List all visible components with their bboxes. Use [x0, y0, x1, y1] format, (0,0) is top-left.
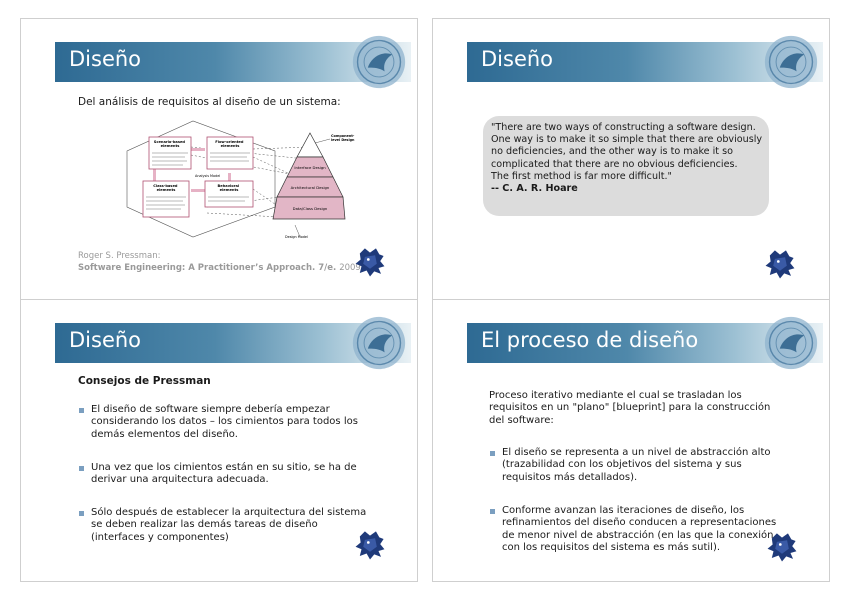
- quote-author: -- C. A. R. Hoare: [491, 183, 578, 195]
- diagram-box-scenario-1: Scenario-based: [153, 140, 185, 144]
- bullet-line: con los requisitos del sistema es más sutil).: [502, 541, 721, 553]
- slide-3-title: Diseño: [69, 328, 142, 352]
- design-pyramid: [273, 133, 345, 219]
- bullet-line: refinamientos del diseño conducen a representaciones: [502, 517, 777, 529]
- quote-line-4: complicated that there are no obvious deficiencies.: [491, 158, 738, 170]
- slide-3-bullet-list: [78, 404, 358, 441]
- slide-3-bullet-list: [78, 462, 357, 487]
- intro-line: requisitos en un "plano" [blueprint] para la construcción: [489, 402, 771, 414]
- analysis-design-diagram: [125, 119, 355, 239]
- bullet-line: derivar una arquitectura adecuada.: [91, 474, 269, 486]
- svg-text:Component- level Design: [331, 134, 355, 142]
- bullet-line: Sólo después de establecer la arquitectura del sistema: [91, 507, 367, 518]
- bullet-line: se deben realizar las demás tareas de diseño: [91, 519, 318, 531]
- label-design-model: Design Model: [285, 235, 308, 239]
- label-component-1: Component-: [331, 134, 355, 138]
- slide-3: [20, 299, 418, 582]
- mascot-icon: [353, 528, 387, 562]
- box-scenario: [149, 137, 191, 169]
- credit-year: 2009: [339, 263, 361, 273]
- diagram-box-flow-2: elements: [220, 144, 240, 148]
- label-component-2: level Design: [331, 138, 355, 142]
- credit-book-title: Software Engineering: A Practitioner’s Approach. 7/e.: [78, 263, 337, 273]
- slide-2-title-bar: [467, 42, 823, 82]
- box-class: [143, 181, 189, 217]
- bullet-line: Conforme avanzan las iteraciones de diseño, los: [502, 505, 745, 516]
- slide-4: [432, 299, 830, 582]
- diagram-box-class-2: elements: [156, 188, 176, 192]
- bullet-line: de menor nivel de abstracción (en las que la conexión: [502, 529, 774, 541]
- label-analysis-model: Analysis Model: [195, 174, 221, 178]
- seal-icon: [763, 315, 819, 371]
- pyramid-level-3: Data/Class Design: [292, 206, 328, 211]
- slide-2: [432, 18, 830, 301]
- bullet-line: El diseño se representa a un nivel de abstracción alto: [502, 447, 771, 458]
- slide-4-title-bar: [467, 323, 823, 363]
- mascot-icon: [765, 530, 799, 564]
- svg-text:Behavioral elements: [218, 184, 241, 192]
- quote-line-5: The first method is far more difficult.": [491, 170, 672, 182]
- bullet-line: (interfaces y componentes): [91, 531, 229, 543]
- slide-1-subtitle: Del análisis de requisitos al diseño de un sistema:: [78, 96, 341, 108]
- intro-line: Proceso iterativo mediante el cual se trasladan los: [489, 390, 742, 401]
- seal-icon: [351, 315, 407, 371]
- bullet-line: requisitos más detallados).: [502, 471, 638, 483]
- pyramid-level-2: Architectural Design: [290, 185, 330, 190]
- list-item: [489, 447, 771, 484]
- quote-line-3: no deficiencies, and the other way is to make it so: [491, 146, 733, 158]
- list-item: [78, 404, 358, 441]
- mascot-icon: [353, 245, 387, 279]
- intro-line: del software:: [489, 414, 554, 426]
- diagram-box-scenario-2: elements: [160, 144, 180, 148]
- quote-box: [483, 116, 769, 216]
- slide-4-bullet-list: [489, 505, 776, 554]
- slide-1: [20, 18, 418, 301]
- diagram-box-flow-1: Flow-oriented: [215, 140, 244, 144]
- diagram-box-behavioral-2: elements: [219, 188, 239, 192]
- credit-book: [78, 263, 361, 273]
- svg-text:Class-based elements: [153, 184, 178, 192]
- bullet-line: (trazabilidad con los objetivos del sistema y sus: [502, 459, 742, 471]
- bullet-line: Una vez que los cimientos están en su sitio, se ha de: [91, 462, 357, 473]
- slide-3-title-bar: [55, 323, 411, 363]
- diagram-box-behavioral-1: Behavioral: [217, 184, 240, 188]
- box-flow: [207, 137, 253, 169]
- list-item: [78, 462, 357, 487]
- box-behavioral: [205, 181, 253, 207]
- quote-line-1: "There are two ways of constructing a software design.: [491, 122, 756, 133]
- list-item: [489, 505, 776, 554]
- seal-icon: [763, 34, 819, 90]
- slide-1-title-bar: [55, 42, 411, 82]
- slide-3-bullet-list: [78, 507, 366, 544]
- slide-3-heading: Consejos de Pressman: [78, 375, 211, 387]
- credit-author: Roger S. Pressman:: [78, 251, 161, 261]
- diagram-box-class-1: Class-based: [153, 184, 178, 188]
- mascot-icon: [763, 247, 797, 281]
- pyramid-level-1: Interface Design: [294, 165, 326, 170]
- slide-2-title: Diseño: [481, 47, 554, 71]
- bullet-line: El diseño de software siempre debería empezar: [91, 404, 330, 415]
- bullet-line: considerando los datos – los cimientos para todos los: [91, 416, 358, 428]
- quote-line-2: One way is to make it so simple that there are obviously: [491, 134, 763, 146]
- slide-4-bullet-list: [489, 447, 771, 484]
- seal-icon: [351, 34, 407, 90]
- slide-4-intro: [489, 390, 770, 427]
- slide-1-title: Diseño: [69, 47, 142, 71]
- bullet-line: demás elementos del diseño.: [91, 428, 238, 440]
- slide-4-title: El proceso de diseño: [481, 328, 699, 352]
- list-item: [78, 507, 366, 544]
